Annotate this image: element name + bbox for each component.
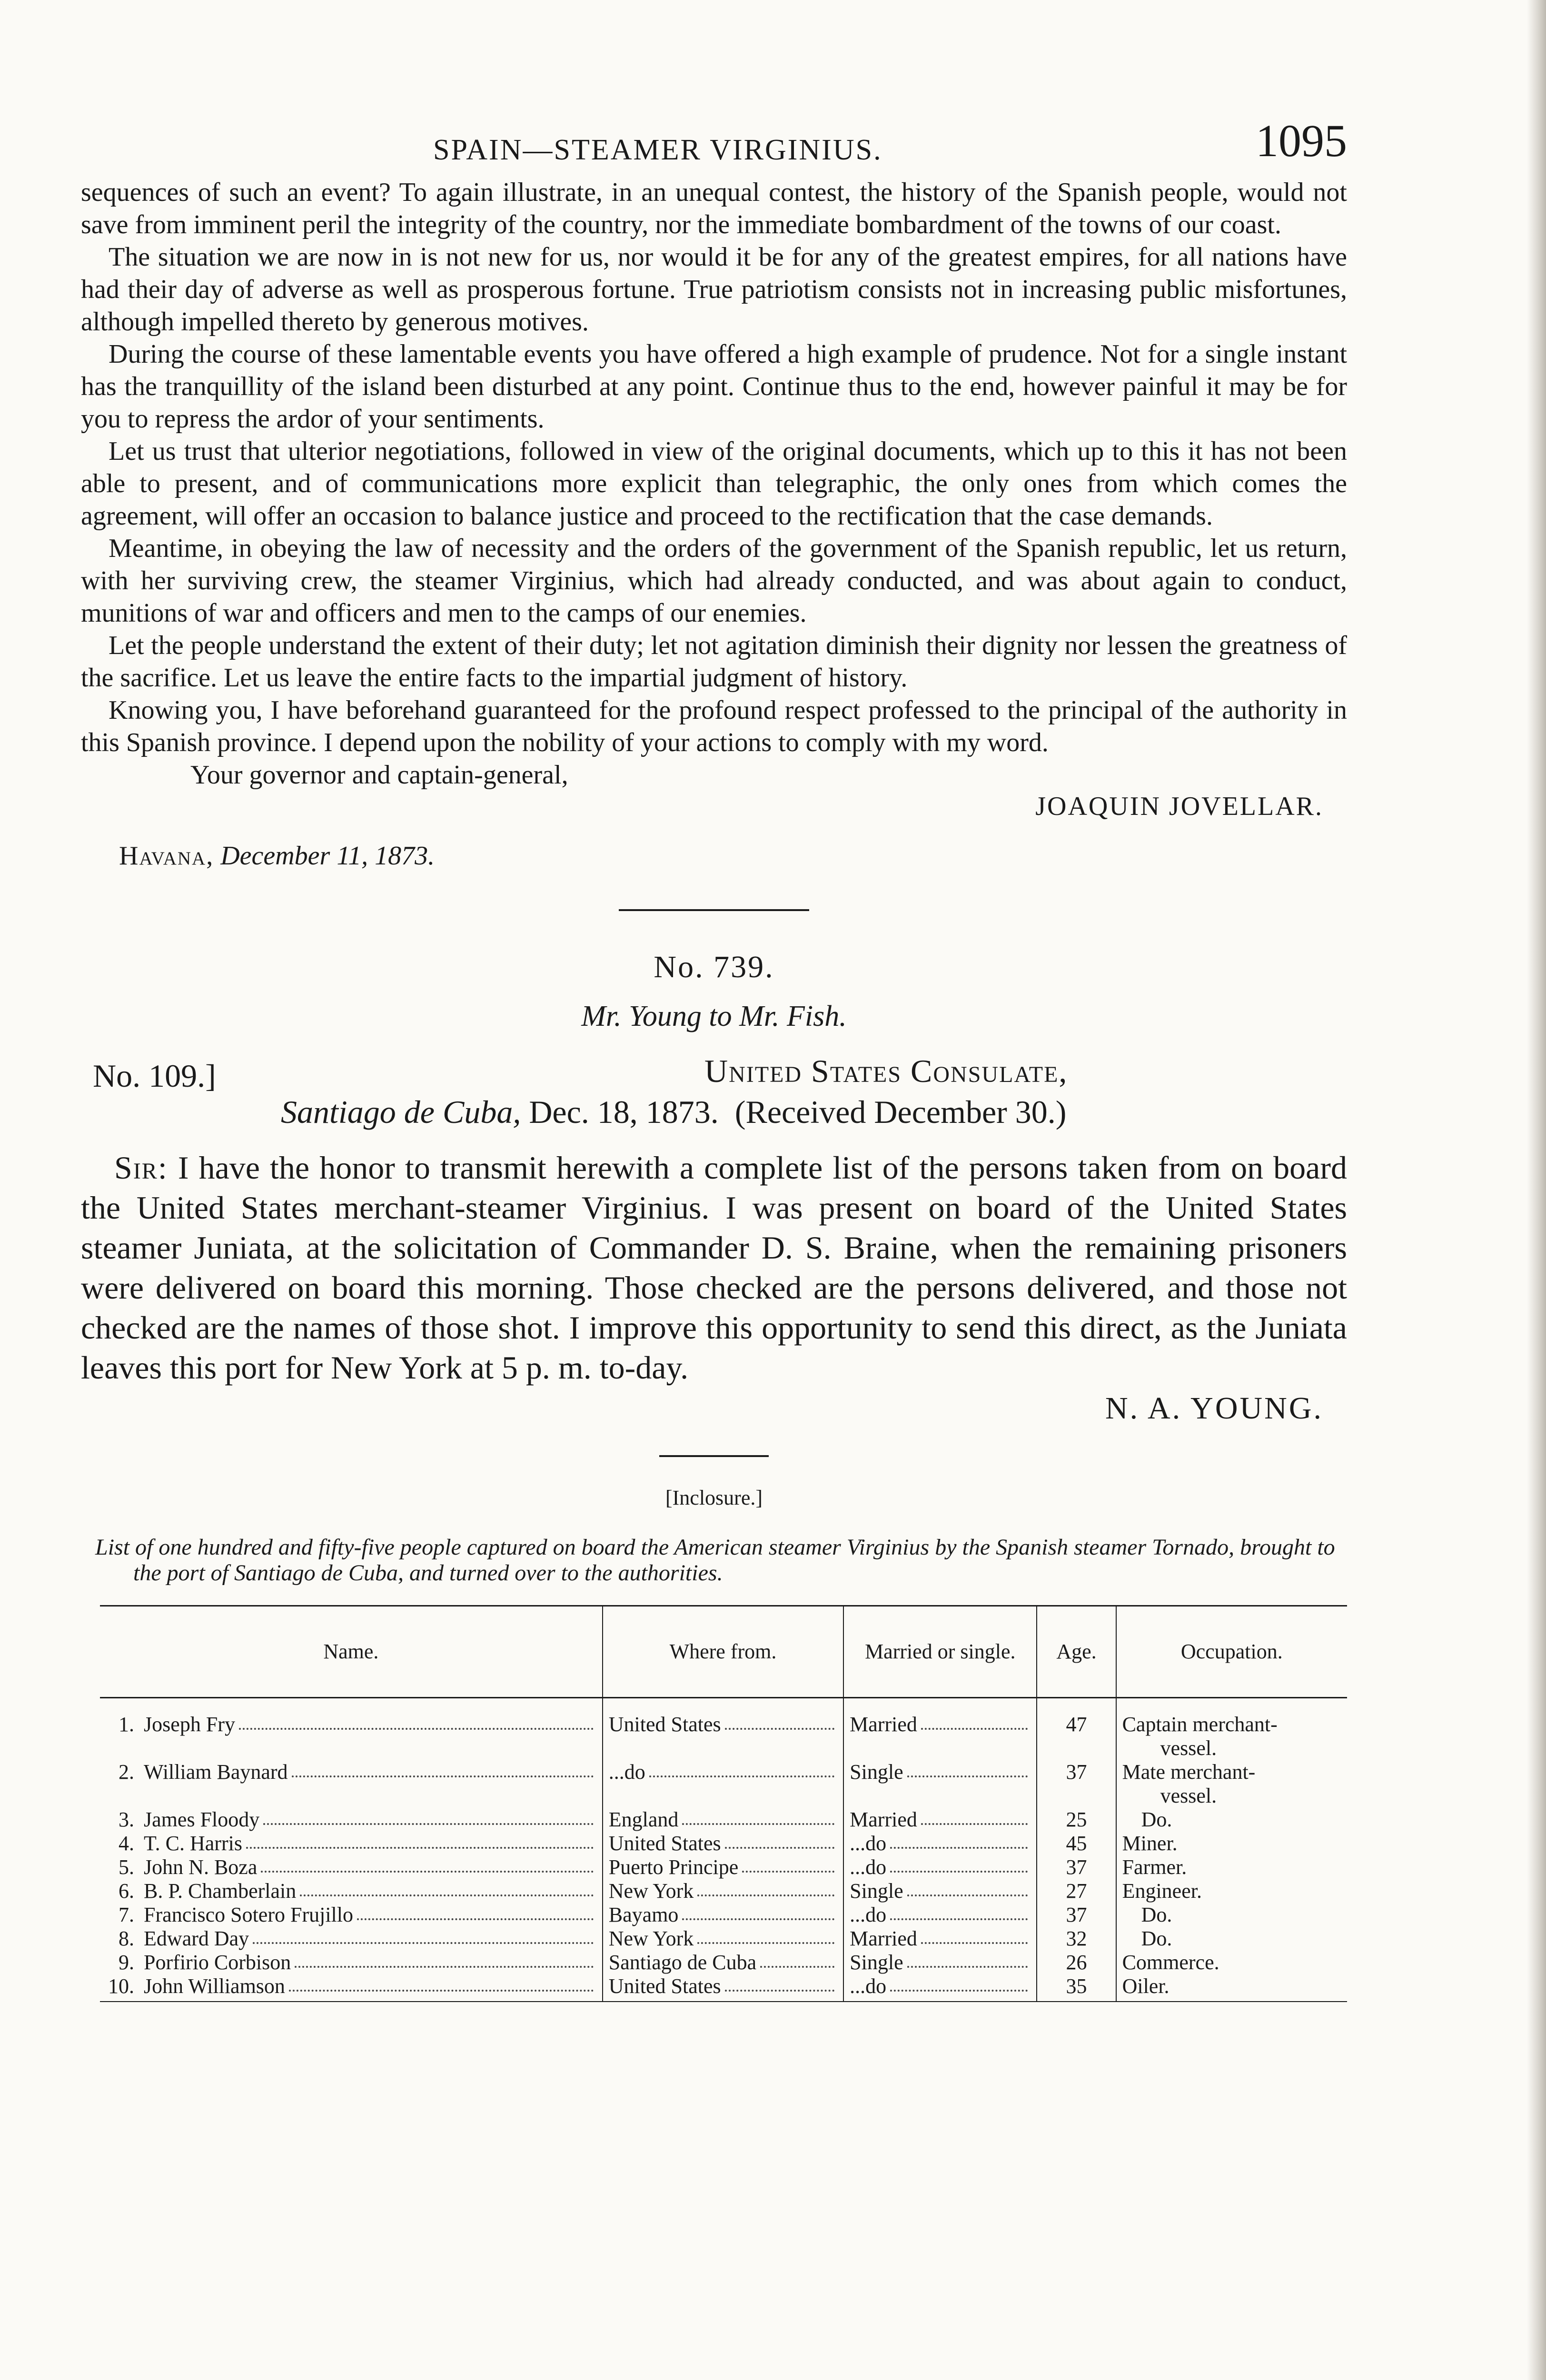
table-row	[100, 1808, 1347, 1832]
table-row	[100, 1760, 1347, 1808]
marital-status: ...do	[850, 1903, 887, 1926]
where-from: New York	[608, 1879, 694, 1903]
column-header-married-single: Married or single.	[843, 1606, 1037, 1698]
table-body	[100, 1698, 1347, 2002]
age-cell: 32	[1037, 1927, 1116, 1951]
person-name: Porfirio Corbison	[144, 1951, 291, 1974]
row-number: 6.	[119, 1879, 135, 1903]
table-row	[100, 1951, 1347, 1974]
person-name: William Baynard	[144, 1760, 288, 1784]
document-number: No. 739.	[654, 950, 774, 984]
row-number: 10.	[100, 1974, 138, 2002]
occupation: Do.	[1141, 1903, 1172, 1926]
document-page	[81, 114, 1347, 2002]
letter-paragraph	[81, 1148, 1347, 1388]
dateline	[119, 841, 1347, 871]
occupation-cell	[1116, 1951, 1347, 1974]
name-cell	[138, 1974, 603, 2002]
where-from-cell	[603, 1832, 843, 1855]
letter-dateline	[281, 1093, 1066, 1131]
age-cell: 37	[1037, 1855, 1116, 1879]
row-number: 1.	[119, 1713, 135, 1736]
proclamation-text	[81, 176, 1347, 759]
name-cell	[138, 1927, 603, 1951]
marital-status: Single	[850, 1951, 903, 1974]
occupation-cell	[1116, 1760, 1347, 1808]
table-row	[100, 1927, 1347, 1951]
person-name: John Williamson	[144, 1974, 285, 1998]
married-single-cell	[843, 1808, 1037, 1832]
name-cell	[138, 1760, 603, 1808]
salutation: Sir:	[114, 1150, 168, 1186]
marital-status: Married	[850, 1713, 917, 1736]
prisoner-list-table	[100, 1605, 1347, 2002]
person-name: T. C. Harris	[144, 1832, 242, 1855]
age-cell: 25	[1037, 1808, 1116, 1832]
marital-status: ...do	[850, 1832, 887, 1855]
where-from-cell	[603, 1903, 843, 1927]
name-cell	[138, 1698, 603, 1761]
name-cell	[138, 1855, 603, 1879]
name-cell	[138, 1879, 603, 1903]
age-cell: 26	[1037, 1951, 1116, 1974]
row-number: 9.	[119, 1951, 135, 1974]
where-from: New York	[608, 1927, 694, 1950]
where-from: Santiago de Cuba	[608, 1951, 757, 1974]
table-row	[100, 1855, 1347, 1879]
paragraph: Let the people understand the extent of their duty; let not agitation diminish their dignity nor lessen the greatness of the sacrifice. Let us leave the entire facts to the impartial judgment of history.	[81, 631, 1347, 693]
where-from: United States	[608, 1832, 721, 1855]
letter-location: Santiago de Cuba,	[281, 1094, 521, 1130]
letter-text: I have the honor to transmit herewith a complete list of the persons taken from on board the United States merchant-steamer Virginius. I was present on board of the United States steamer Juniata, at the solicitation of Commander D. S. Braine, when the remaining prisoners were delivered on board this morning. Those checked are the persons delivered, and those not checked are the names of those shot. I improve this opportunity to send this direct, as the Juniata leaves this port for New York at 5 p. m. to-day.	[81, 1150, 1348, 1386]
occupation: Do.	[1141, 1808, 1172, 1831]
column-header-age: Age.	[1037, 1606, 1116, 1698]
marital-status: ...do	[850, 1974, 887, 1998]
section-divider	[619, 909, 809, 911]
married-single-cell	[843, 1855, 1037, 1879]
married-single-cell	[843, 1879, 1037, 1903]
dateline-date: December 11, 1873.	[220, 841, 435, 871]
column-header-occupation: Occupation.	[1116, 1606, 1347, 1698]
occupation-cell	[1116, 1698, 1347, 1761]
occupation: Commerce.	[1122, 1951, 1219, 1974]
name-cell	[138, 1808, 603, 1832]
table-row	[100, 1879, 1347, 1903]
running-head	[81, 114, 1347, 176]
where-from-cell	[603, 1808, 843, 1832]
closing-line: Your governor and captain-general,	[190, 760, 568, 790]
name-cell	[138, 1951, 603, 1974]
letter-title: Mr. Young to Mr. Fish.	[581, 1000, 847, 1032]
occupation-cell	[1116, 1832, 1347, 1855]
where-from-cell	[603, 1951, 843, 1974]
age-cell: 35	[1037, 1974, 1116, 2002]
person-name: Francisco Sotero Frujillo	[144, 1903, 354, 1926]
letter-address	[81, 1052, 1347, 1143]
occupation: Mate merchant-	[1122, 1760, 1256, 1784]
name-cell	[138, 1832, 603, 1855]
married-single-cell	[843, 1951, 1037, 1974]
where-from-cell	[603, 1760, 843, 1808]
marital-status: Married	[850, 1808, 917, 1831]
married-single-cell	[843, 1760, 1037, 1808]
signature: JOAQUIN JOVELLAR.	[1035, 792, 1323, 821]
where-from-cell	[603, 1855, 843, 1879]
section-divider	[659, 1455, 769, 1457]
where-from: Puerto Principe	[608, 1855, 739, 1879]
table-row	[100, 1698, 1347, 1761]
person-name: B. P. Chamberlain	[144, 1879, 297, 1903]
table-row	[100, 1903, 1347, 1927]
page-number: 1095	[1256, 115, 1347, 166]
where-from: Bayamo	[608, 1903, 679, 1926]
occupation-cell	[1116, 1855, 1347, 1879]
marital-status: Single	[850, 1760, 903, 1784]
where-from-cell	[603, 1974, 843, 2002]
occupation: Farmer.	[1122, 1855, 1187, 1879]
married-single-cell	[843, 1903, 1037, 1927]
letter-body	[81, 1148, 1347, 1388]
where-from-cell	[603, 1879, 843, 1903]
occupation: Captain merchant-	[1122, 1713, 1278, 1736]
paragraph: Knowing you, I have beforehand guaranteed for the profound respect professed to the principal of the authority in this Spanish province. I depend upon the nobility of your actions to comply with my word.	[81, 695, 1347, 757]
row-number: 2.	[119, 1760, 135, 1784]
where-from: ...do	[608, 1760, 645, 1784]
column-header-name: Name.	[100, 1606, 603, 1698]
occupation-cell	[1116, 1808, 1347, 1832]
occupation-continued: vessel.	[1160, 1736, 1217, 1760]
paragraph: sequences of such an event? To again illustrate, in an unequal contest, the history of the Spanish people, would not save from imminent peril the integrity of the country, nor the immediate bombardment of the towns of our coast.	[81, 178, 1347, 239]
where-from: England	[608, 1808, 679, 1831]
age-cell: 47	[1037, 1698, 1116, 1761]
row-number: 8.	[119, 1927, 135, 1950]
table-row	[100, 1974, 1347, 2002]
married-single-cell	[843, 1974, 1037, 2002]
page-binding-edge	[1527, 0, 1546, 2380]
married-single-cell	[843, 1832, 1037, 1855]
consulate-name: United States Consulate,	[704, 1053, 1068, 1089]
where-from: United States	[608, 1974, 721, 1998]
occupation: Miner.	[1122, 1832, 1178, 1855]
letter-signature: N. A. YOUNG.	[1105, 1391, 1323, 1426]
occupation-cell	[1116, 1903, 1347, 1927]
occupation-continued: vessel.	[1160, 1784, 1217, 1807]
marital-status: Single	[850, 1879, 903, 1903]
where-from-cell	[603, 1698, 843, 1761]
age-cell: 45	[1037, 1832, 1116, 1855]
table-header-row	[100, 1606, 1347, 1698]
letter-date: Dec. 18, 1873.	[529, 1094, 719, 1130]
person-name: John N. Boza	[144, 1855, 258, 1879]
occupation: Do.	[1141, 1927, 1172, 1950]
where-from-cell	[603, 1927, 843, 1951]
received-date: (Received December 30.)	[734, 1094, 1067, 1130]
occupation-cell	[1116, 1927, 1347, 1951]
occupation: Oiler.	[1122, 1974, 1169, 1998]
paragraph: Let us trust that ulterior negotiations, followed in view of the original documents, which up to this it has not been able to present, and of communications more explicit than telegraphic, the only ones from which comes the agreement, will offer an occasion to balance justice and proceed to the rectification that the case demands.	[81, 436, 1347, 531]
marital-status: ...do	[850, 1855, 887, 1879]
paragraph: Meantime, in obeying the law of necessity and the orders of the government of the Spanish republic, let us return, with her surviving crew, the steamer Virginius, which had already conducted, and was about again to conduct, munitions of war and officers and men to the camps of our enemies.	[81, 534, 1347, 628]
occupation-cell	[1116, 1879, 1347, 1903]
despatch-number: No. 109.]	[93, 1058, 216, 1094]
dateline-place: Havana,	[119, 841, 214, 871]
age-cell: 27	[1037, 1879, 1116, 1903]
row-number: 7.	[119, 1903, 135, 1926]
inclosure-label: [Inclosure.]	[665, 1486, 763, 1509]
person-name: Edward Day	[144, 1927, 249, 1950]
table-row	[100, 1832, 1347, 1855]
name-cell	[138, 1903, 603, 1927]
person-name: Joseph Fry	[144, 1713, 235, 1736]
where-from: United States	[608, 1713, 721, 1736]
paragraph: The situation we are now in is not new for us, nor would it be for any of the greatest empires, for all nations have had their day of adverse as well as prosperous fortune. True patriotism consists not in increasing public misfortunes, although impelled thereto by generous motives.	[81, 242, 1347, 337]
row-number: 4.	[119, 1832, 135, 1855]
occupation: Engineer.	[1122, 1879, 1202, 1903]
marital-status: Married	[850, 1927, 917, 1950]
age-cell: 37	[1037, 1903, 1116, 1927]
paragraph: During the course of these lamentable events you have offered a high example of prudence. Not for a single instant has the tranquillity of the island been disturbed at any point. Continue thus to the end, however painful it may be for you to repress the ardor of your sentiments.	[81, 339, 1347, 434]
married-single-cell	[843, 1698, 1037, 1761]
row-number: 5.	[119, 1855, 135, 1879]
column-header-where-from: Where from.	[603, 1606, 843, 1698]
row-number: 3.	[119, 1808, 135, 1831]
running-title: SPAIN—STEAMER VIRGINIUS.	[433, 134, 882, 166]
person-name: James Floody	[144, 1808, 260, 1831]
married-single-cell	[843, 1927, 1037, 1951]
occupation-cell	[1116, 1974, 1347, 2002]
table-caption: List of one hundred and fifty-five people captured on board the American steamer Virginius by the Spanish steamer Tornado, brought to the port of Santiago de Cuba, and turned over to the authorities.	[95, 1535, 1335, 1586]
age-cell: 37	[1037, 1760, 1116, 1808]
